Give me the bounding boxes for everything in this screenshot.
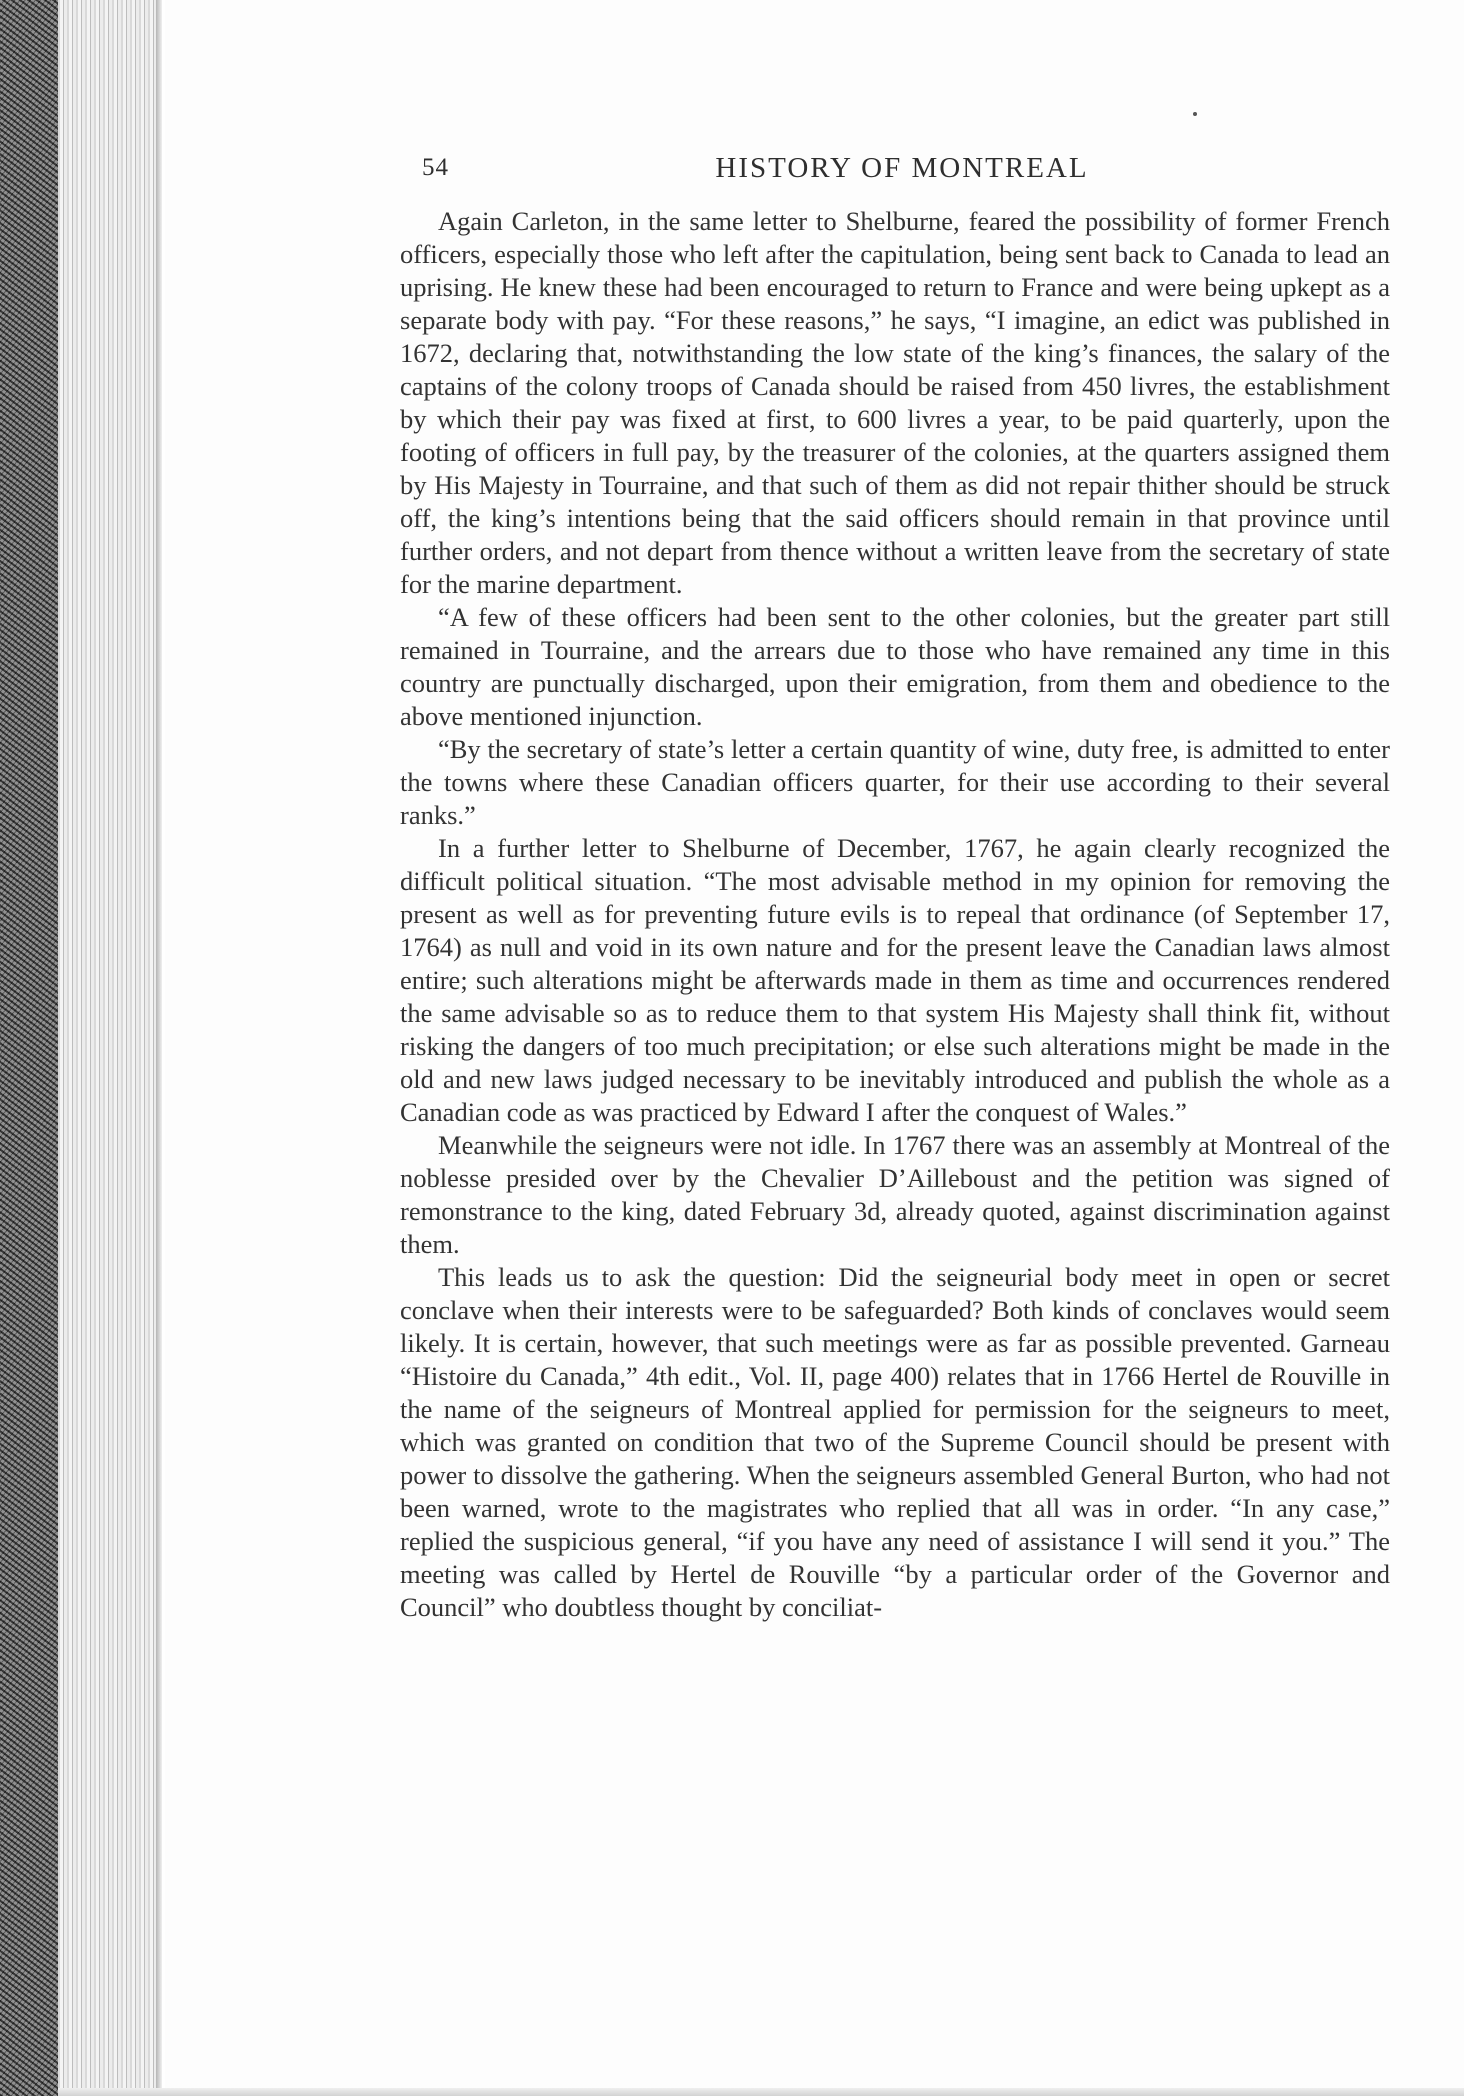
paragraph: “A few of these officers had been sent to the other colonies, but the greater part still remained in Tourraine, and the arrears due to those who have remained any time in this country are punctually discharged, upon their emigration, from them and obedience to the above mentioned injunction. [400, 602, 1390, 731]
paragraph: Again Carleton, in the same letter to Shelburne, feared the possibility of former French officers, especially those who left after the capitulation, being sent back to Canada to lead an uprising. He knew these had been encouraged to return to France and were being upkept as a separate body with pay. “For these reasons,” he says, “I imagine, an edict was published in 1672, declaring that, notwithstanding the low state of the king’s finances, the salary of the captains of the colony troops of Canada should be raised from 450 livres, the establishment by which their pay was fixed at first, to 600 livres a year, to be paid quarterly, upon the footing of officers in full pay, by the treasurer of the colonies, at the quarters assigned them by His Majesty in Tourraine, and that such of them as did not repair thither should be struck off, the king’s intentions being that the said officers should remain in that province until further orders, and not depart from thence without a written leave from the secretary of state for the marine department. [400, 206, 1390, 599]
running-title: HISTORY OF MONTREAL [715, 152, 1089, 184]
body-text [400, 205, 1390, 1624]
paragraph: “By the secretary of state’s letter a certain quantity of wine, duty free, is admitted to enter the towns where these Canadian officers quarter, for their use according to their several ranks.” [400, 734, 1390, 830]
ink-speck [1193, 112, 1197, 116]
book-binding [0, 0, 58, 2096]
bottom-edge [58, 2088, 1464, 2096]
paragraph: Meanwhile the seigneurs were not idle. In 1767 there was an assembly at Montreal of the noblesse presided over by the Chevalier D’Ailleboust and the petition was signed of remonstrance to the king, dated February 3d, already quoted, against discrimination against them. [400, 1130, 1390, 1259]
page-edges [58, 0, 162, 2096]
paragraph: In a further letter to Shelburne of December, 1767, he again clearly recognized the difficult political situation. “The most advisable method in my opinion for removing the present as well as for preventing future evils is to repeal that ordinance (of September 17, 1764) as null and void in its own nature and for the present leave the Canadian laws almost entire; such alterations might be afterwards made in them as time and occurrences rendered the same advisable so as to reduce them to that system His Majesty shall think fit, without risking the dangers of too much precipitation; or else such alterations might be made in the old and new laws judged necessary to be inevitably introduced and publish the whole as a Canadian code as was practiced by Edward I after the conquest of Wales.” [400, 833, 1390, 1127]
paragraph: This leads us to ask the question: Did the seigneurial body meet in open or secret conclave when their interests were to be safeguarded? Both kinds of conclaves would seem likely. It is certain, however, that such meetings were as far as possible prevented. Garneau “Histoire du Canada,” 4th edit., Vol. II, page 400) relates that in 1766 Hertel de Rouville in the name of the seigneurs of Montreal applied for permission for the seigneurs to meet, which was granted on condition that two of the Supreme Council should be present with power to dissolve the gathering. When the seigneurs assembled General Burton, who had not been warned, wrote to the magistrates who replied that all was in order. “In any case,” replied the suspicious general, “if you have any need of assistance I will send it you.” The meeting was called by Hertel de Rouville “by a particular order of the Governor and Council” who doubtless thought by conciliat- [400, 1262, 1390, 1622]
page-number: 54 [422, 154, 449, 181]
page-header [422, 152, 1382, 198]
